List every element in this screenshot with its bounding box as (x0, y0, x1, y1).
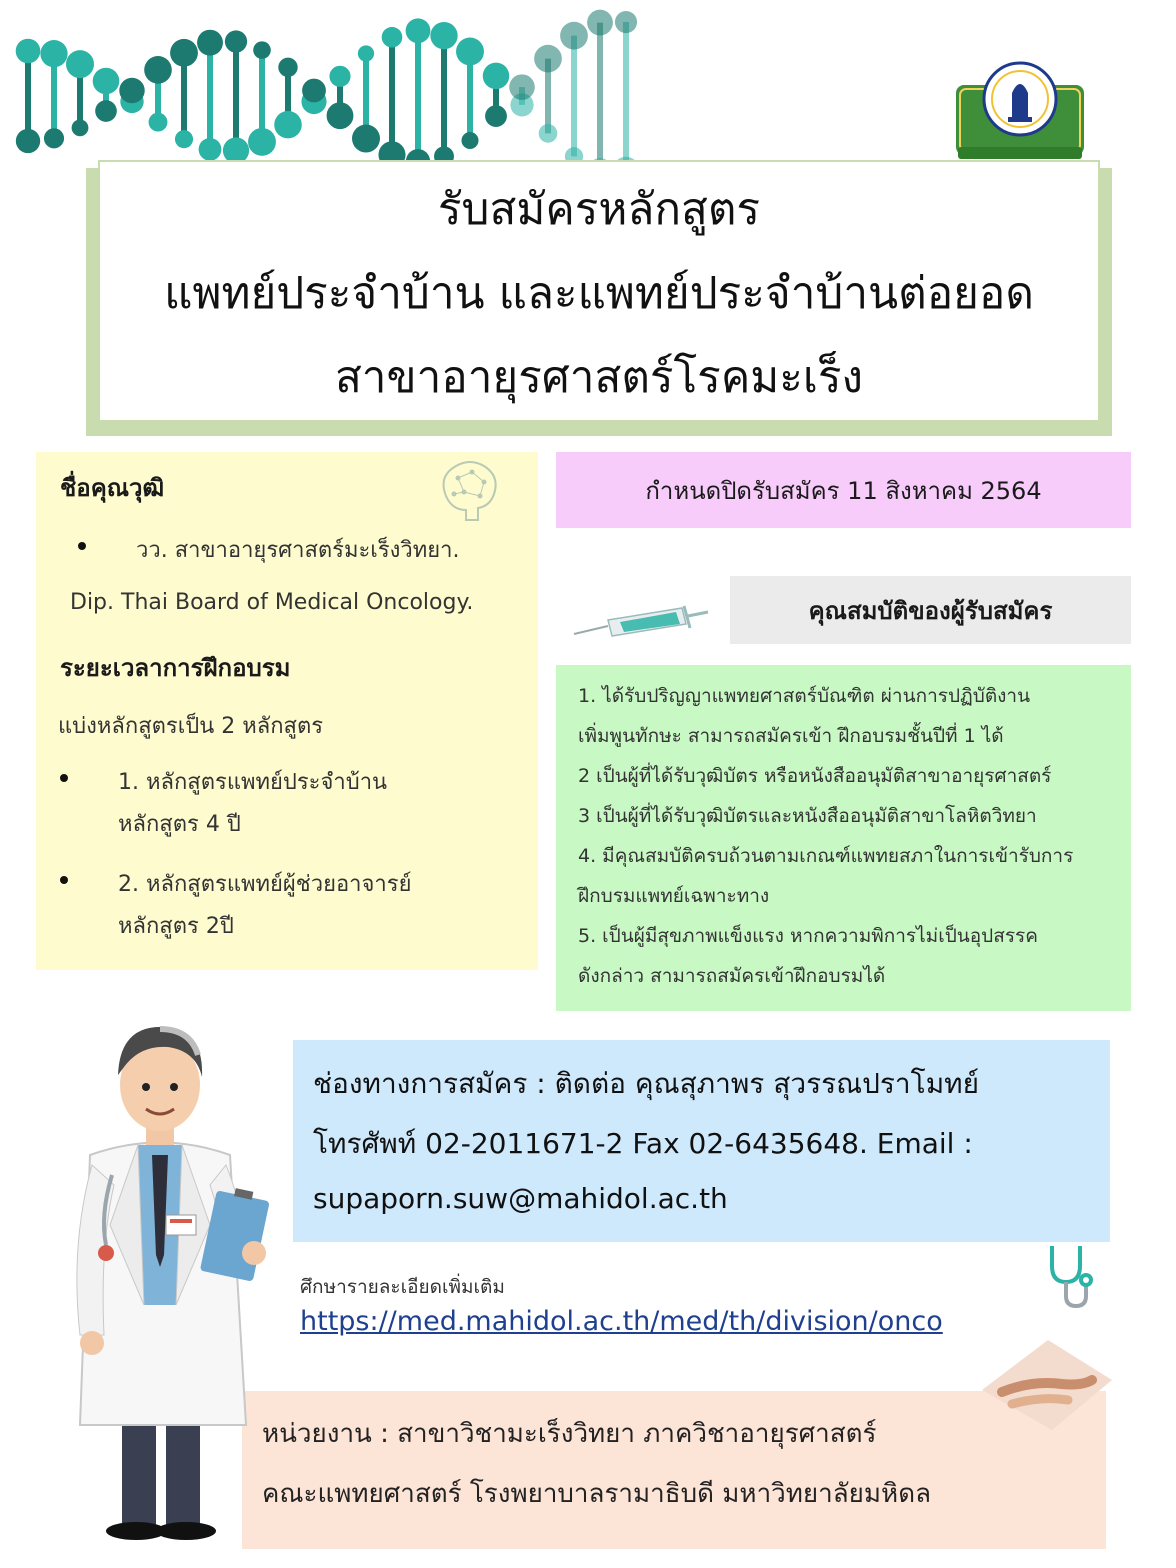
stethoscope-icon (1040, 1242, 1100, 1312)
bullet (60, 876, 68, 884)
course-2-line-1: 2. หลักสูตรแพทย์ผู้ช่วยอาจารย์ (118, 872, 412, 897)
deadline-box (556, 452, 1131, 528)
doctor-illustration-icon (40, 1005, 290, 1545)
unit-line-1: หน่วยงาน : สาขาวิชามะเร็งวิทยา ภาควิชาอายุรศาสตร์ (262, 1419, 877, 1449)
applicant-requirements-panel (556, 665, 1131, 1011)
qualification-english: Dip. Thai Board of Medical Oncology. (70, 590, 474, 615)
requirement-line: 4. มีคุณสมบัติครบถ้วนตามเกณฑ์แพทยสภาในการเข้ารับการ (578, 845, 1074, 867)
deadline-text: กำหนดปิดรับสมัคร 11 สิงหาคม 2564 (645, 476, 1042, 505)
applicant-heading-box (730, 576, 1131, 644)
contact-panel (293, 1040, 1110, 1242)
course-1-line-1: 1. หลักสูตรแพทย์ประจำบ้าน (118, 770, 388, 795)
contact-line-2: โทรศัพท์ 02-2011671-2 Fax 02-6435648. Email : (313, 1127, 973, 1160)
more-info-label: ศึกษารายละเอียดเพิ่มเติม (300, 1276, 505, 1298)
requirement-line: 5. เป็นผู้มีสุขภาพแข็งแรง หากความพิการไม่เป็นอุปสรรค (578, 925, 1038, 947)
title-line-2: แพทย์ประจำบ้าน และแพทย์ประจำบ้านต่อยอด (164, 268, 1034, 319)
requirement-line: ฝึกบรมแพทย์เฉพาะทาง (578, 885, 770, 907)
training-intro: แบ่งหลักสูตรเป็น 2 หลักสูตร (58, 714, 324, 739)
contact-email[interactable]: supaporn.suw@mahidol.ac.th (313, 1182, 728, 1215)
qualification-heading: ชื่อคุณวุฒิ (60, 474, 165, 502)
title-line-1: รับสมัครหลักสูตร (437, 184, 761, 235)
contact-line-1: ช่องทางการสมัคร : ติดต่อ คุณสุภาพร สุวรรณปราโมทย์ (313, 1067, 980, 1100)
qualification-panel (36, 452, 538, 970)
course-2-line-2: หลักสูตร 2ปี (118, 914, 234, 939)
requirement-line: ดังกล่าว สามารถสมัครเข้าฝึกอบรมได้ (578, 965, 886, 987)
qualification-thai: วว. สาขาอายุรศาสตร์มะเร็งวิทยา. (136, 538, 460, 563)
more-info-link[interactable]: https://med.mahidol.ac.th/med/th/division/onco (300, 1306, 943, 1337)
bullet (60, 774, 68, 782)
training-heading: ระยะเวลาการฝึกอบรม (60, 654, 291, 682)
unit-panel (242, 1391, 1106, 1549)
title-box (98, 160, 1100, 422)
bullet (78, 542, 86, 550)
course-1-line-2: หลักสูตร 4 ปี (118, 812, 241, 837)
applicant-heading: คุณสมบัติของผู้รับสมัคร (808, 596, 1053, 625)
syringe-icon (572, 604, 712, 644)
hands-photo-icon (982, 1340, 1112, 1430)
title-line-3: สาขาอายุรศาสตร์โรคมะเร็ง (334, 352, 864, 403)
requirement-line: 3 เป็นผู้ที่ได้รับวุฒิบัตรและหนังสืออนุมัติสาขาโลหิตวิทยา (578, 805, 1037, 827)
requirement-line: 2 เป็นผู้ที่ได้รับวุฒิบัตร หรือหนังสืออนุมัติสาขาอายุรศาสตร์ (578, 765, 1052, 787)
brain-icon (434, 456, 504, 526)
university-logo-icon (950, 55, 1090, 165)
requirement-line: เพิ่มพูนทักษะ สามารถสมัครเข้า ฝึกอบรมชั้นปีที่ 1 ได้ (578, 725, 1004, 747)
unit-line-2: คณะแพทยศาสตร์ โรงพยาบาลรามาธิบดี มหาวิทยาลัยมหิดล (262, 1479, 932, 1509)
requirement-line: 1. ได้รับปริญญาแพทยศาสตร์บัณฑิต ผ่านการปฏิบัติงาน (578, 685, 1031, 707)
